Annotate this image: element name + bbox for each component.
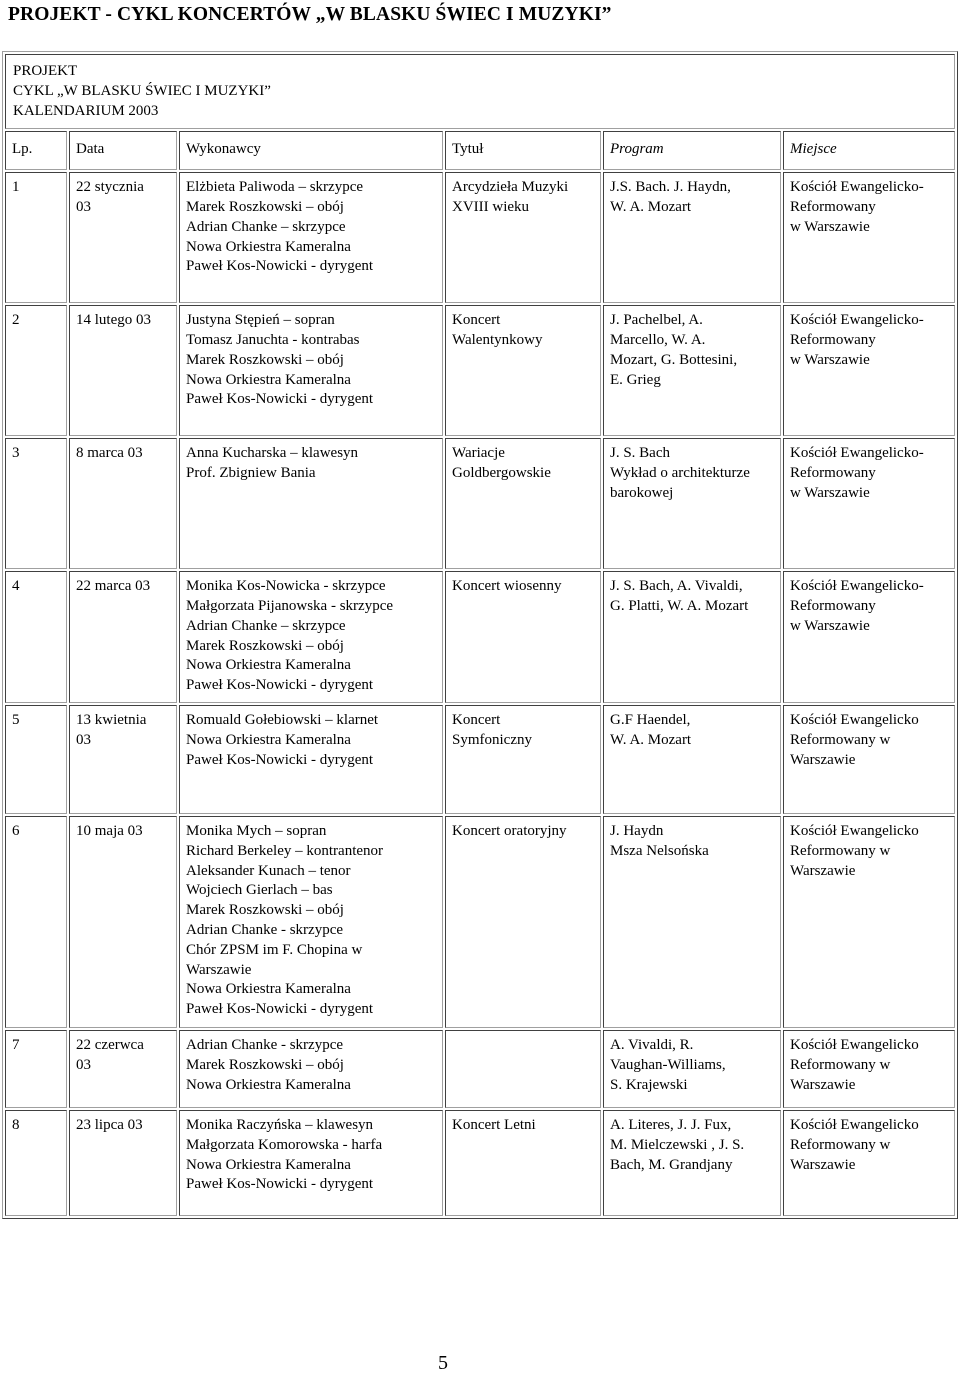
program-cell [603,305,781,436]
place-line: Warszawie [790,1156,856,1173]
place-line: Kościół Ewangelicko [790,1036,919,1053]
performers-line: Anna Kucharska – klawesyn [186,445,359,462]
place-line: Kościół Ewangelicko [790,822,919,839]
program-line: W. A. Mozart [610,198,692,215]
title-cell [445,172,601,303]
header-line: KALENDARIUM 2003 [13,102,159,119]
title-line: Koncert oratoryjny [452,822,567,839]
performers-line: Małgorzata Pijanowska - skrzypce [186,597,394,614]
date-line: 03 [76,198,91,215]
place-cell [783,571,955,703]
program-line: J. S. Bach [610,445,670,462]
lp-text: 8 [12,1116,20,1133]
date-line: 22 marca 03 [76,578,151,595]
program-line: J. Pachelbel, A. [610,312,703,329]
title-line: Walentynkowy [452,331,543,348]
title-cell [445,816,601,1028]
lp-cell [5,571,67,703]
table-row [5,571,955,703]
performers-cell [179,705,443,814]
performers-line: Adrian Chanke – skrzypce [186,218,346,235]
performers-cell [179,816,443,1028]
calendar-table [2,51,958,1219]
page-title: PROJEKT - CYKL KONCERTÓW „W BLASKU ŚWIEC I MUZYKI” [8,4,612,25]
place-line: Reformowany w [790,731,891,748]
date-cell [69,571,177,703]
performers-line: Nowa Orkiestra Kameralna [186,981,351,998]
date-line: 13 kwietnia [76,711,147,728]
program-line: W. A. Mozart [610,731,692,748]
page-number: 5 [438,1352,448,1374]
lp-text: 2 [12,312,20,329]
program-line: S. Krajewski [610,1076,688,1093]
place-cell [783,305,955,436]
table-row [5,1030,955,1108]
performers-line: Wojciech Gierlach – bas [186,882,333,899]
title-line: Symfoniczny [452,731,532,748]
table-row [5,305,955,436]
program-line: G. Platti, W. A. Mozart [610,597,749,614]
lp-text: 3 [12,445,20,462]
lp-cell [5,705,67,814]
program-line: J. S. Bach, A. Vivaldi, [610,578,743,595]
table-row [5,705,955,814]
date-line: 8 marca 03 [76,445,143,462]
column-header-row [5,131,955,170]
performers-line: Paweł Kos-Nowicki - dyrygent [186,258,374,275]
performers-line: Romuald Gołebiowski – klarnet [186,711,379,728]
performers-cell [179,438,443,569]
performers-line: Nowa Orkiestra Kameralna [186,1156,351,1173]
table-row [5,172,955,303]
title-cell [445,438,601,569]
program-line: J. Haydn [610,822,664,839]
lp-cell [5,305,67,436]
program-cell [603,571,781,703]
performers-line: Chór ZPSM im F. Chopina w [186,941,363,958]
performers-line: Richard Berkeley – kontrantenor [186,842,384,859]
lp-cell [5,816,67,1028]
performers-line: Małgorzata Komorowska - harfa [186,1136,383,1153]
table-row [5,438,955,569]
column-header-lp: Lp. [5,131,67,170]
performers-line: Adrian Chanke – skrzypce [186,617,346,634]
performers-line: Warszawie [186,961,252,978]
place-line: Warszawie [790,751,856,768]
place-line: Reformowany [790,331,876,348]
place-line: Kościół Ewangelicko- [790,312,924,329]
title-line: Wariacje [452,445,505,462]
program-line: Vaughan-Williams, [610,1056,726,1073]
program-line: Msza Nelsońska [610,842,709,859]
place-cell [783,816,955,1028]
calendar-header [5,54,955,129]
performers-line: Nowa Orkiestra Kameralna [186,371,351,388]
title-line: Koncert [452,312,501,329]
title-cell [445,1110,601,1216]
date-line: 23 lipca 03 [76,1116,143,1133]
place-line: w Warszawie [790,351,870,368]
place-line: Kościół Ewangelicko- [790,578,924,595]
lp-text: 7 [12,1036,20,1053]
performers-line: Marek Roszkowski – obój [186,902,344,919]
performers-line: Prof. Zbigniew Bania [186,464,316,481]
performers-line: Adrian Chanke - skrzypce [186,1036,344,1053]
performers-line: Nowa Orkiestra Kameralna [186,731,351,748]
place-line: Kościół Ewangelicko [790,711,919,728]
place-line: Kościół Ewangelicko [790,1116,919,1133]
date-cell [69,705,177,814]
performers-line: Monika Mych – sopran [186,822,327,839]
place-line: Warszawie [790,862,856,879]
place-cell [783,705,955,814]
date-line: 14 lutego 03 [76,312,151,329]
place-cell [783,1110,955,1216]
place-line: w Warszawie [790,218,870,235]
place-cell [783,1030,955,1108]
date-line: 03 [76,731,91,748]
program-cell [603,705,781,814]
place-line: w Warszawie [790,484,870,501]
lp-text: 5 [12,711,20,728]
title-line: Koncert [452,711,501,728]
lp-cell [5,1030,67,1108]
header-line: CYKL „W BLASKU ŚWIEC I MUZYKI” [13,82,271,99]
date-cell [69,172,177,303]
performers-line: Marek Roszkowski – obój [186,351,344,368]
performers-line: Marek Roszkowski – obój [186,1056,344,1073]
lp-cell [5,172,67,303]
date-cell [69,305,177,436]
performers-cell [179,305,443,436]
performers-line: Paweł Kos-Nowicki - dyrygent [186,1001,374,1018]
lp-text: 4 [12,578,20,595]
program-line: Marcello, W. A. [610,331,706,348]
table-row [5,1110,955,1216]
performers-line: Adrian Chanke - skrzypce [186,921,344,938]
title-cell [445,1030,601,1108]
place-cell [783,172,955,303]
lp-cell [5,1110,67,1216]
place-line: Reformowany w [790,1136,891,1153]
date-cell [69,1110,177,1216]
performers-line: Marek Roszkowski – obój [186,198,344,215]
date-cell [69,438,177,569]
program-line: M. Mielczewski , J. S. [610,1136,745,1153]
column-header-tytul: Tytuł [445,131,601,170]
column-header-data: Data [69,131,177,170]
program-cell [603,816,781,1028]
date-line: 22 czerwca [76,1036,144,1053]
date-line: 22 stycznia [76,179,144,196]
title-cell [445,705,601,814]
program-line: J.S. Bach. J. Haydn, [610,179,731,196]
program-line: A. Vivaldi, R. [610,1036,694,1053]
performers-line: Nowa Orkiestra Kameralna [186,657,351,674]
lp-cell [5,438,67,569]
program-line: Wykład o architekturze [610,464,750,481]
place-line: Warszawie [790,1076,856,1093]
column-header-program: Program [603,131,781,170]
title-cell [445,571,601,703]
date-cell [69,1030,177,1108]
header-row [5,54,955,129]
program-line: Bach, M. Grandjany [610,1156,733,1173]
program-cell [603,1030,781,1108]
place-cell [783,438,955,569]
place-line: Reformowany [790,597,876,614]
performers-line: Paweł Kos-Nowicki - dyrygent [186,751,374,768]
performers-line: Elżbieta Paliwoda – skrzypce [186,179,364,196]
date-line: 03 [76,1056,91,1073]
performers-line: Tomasz Januchta - kontrabas [186,331,360,348]
performers-cell [179,1030,443,1108]
performers-line: Monika Raczyńska – klawesyn [186,1116,374,1133]
lp-text: 6 [12,822,20,839]
performers-line: Paweł Kos-Nowicki - dyrygent [186,677,374,694]
title-line: Koncert Letni [452,1116,536,1133]
performers-line: Paweł Kos-Nowicki - dyrygent [186,1176,374,1193]
performers-line: Nowa Orkiestra Kameralna [186,238,351,255]
place-line: Reformowany [790,464,876,481]
program-line: barokowej [610,484,674,501]
lp-text: 1 [12,179,20,196]
table-row [5,816,955,1028]
column-header-wykonawcy: Wykonawcy [179,131,443,170]
column-header-miejsce: Miejsce [783,131,955,170]
performers-line: Monika Kos-Nowicka - skrzypce [186,578,386,595]
place-line: Reformowany [790,198,876,215]
title-line: XVIII wieku [452,198,530,215]
header-line: PROJEKT [13,63,78,79]
program-cell [603,172,781,303]
performers-cell [179,172,443,303]
program-cell [603,1110,781,1216]
performers-line: Paweł Kos-Nowicki - dyrygent [186,391,374,408]
title-line: Arcydzieła Muzyki [452,179,569,196]
performers-cell [179,1110,443,1216]
date-cell [69,816,177,1028]
performers-line: Nowa Orkiestra Kameralna [186,1076,351,1093]
place-line: Reformowany w [790,842,891,859]
place-line: Kościół Ewangelicko- [790,445,924,462]
program-line: E. Grieg [610,371,661,388]
program-cell [603,438,781,569]
place-line: w Warszawie [790,617,870,634]
place-line: Reformowany w [790,1056,891,1073]
performers-line: Justyna Stępień – sopran [186,312,335,329]
place-line: Kościół Ewangelicko- [790,179,924,196]
title-cell [445,305,601,436]
performers-line: Aleksander Kunach – tenor [186,862,351,879]
title-line: Goldbergowskie [452,464,551,481]
date-line: 10 maja 03 [76,822,143,839]
program-line: Mozart, G. Bottesini, [610,351,738,368]
performers-line: Marek Roszkowski – obój [186,637,344,654]
program-line: A. Literes, J. J. Fux, [610,1116,732,1133]
performers-cell [179,571,443,703]
title-line: Koncert wiosenny [452,578,562,595]
program-line: G.F Haendel, [610,711,691,728]
